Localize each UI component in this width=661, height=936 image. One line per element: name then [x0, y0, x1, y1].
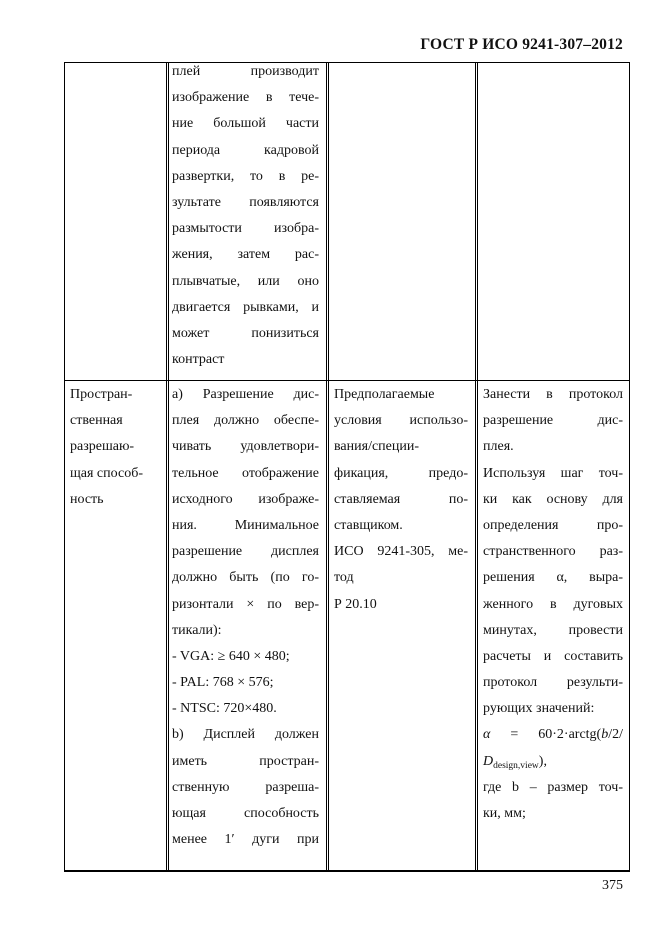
- text-line: разрешаю-: [70, 439, 135, 455]
- text-line: двигается рывками, и: [172, 299, 319, 315]
- text-line: тикали):: [172, 622, 222, 638]
- text-line: изображение в тече-: [172, 90, 319, 106]
- text-line: ки, мм;: [483, 806, 526, 821]
- text-line: жения, затем рас-: [172, 247, 319, 263]
- table-border-top: [64, 62, 630, 63]
- text-line: Используя шаг точ-: [483, 465, 623, 481]
- text-line: тод: [334, 570, 354, 586]
- text-line: фикация, предо-: [334, 465, 468, 481]
- text-line: периода кадровой: [172, 142, 319, 158]
- table-border-left: [64, 62, 65, 872]
- text-line: а) Разрешение дис-: [172, 387, 319, 402]
- column-divider-2b: [328, 62, 329, 872]
- text-line: тельное отображение: [172, 465, 319, 481]
- row2-method-cell: [334, 382, 468, 618]
- text-line: ния. Минимальное: [172, 517, 319, 533]
- text-line: зультате появляются: [172, 194, 319, 210]
- row1-requirement-cell: [172, 59, 319, 373]
- column-divider-3: [475, 62, 476, 872]
- text-line: исходного изображе-: [172, 491, 319, 507]
- text-line: разрешение дисплея: [172, 544, 319, 560]
- column-divider-1: [166, 62, 167, 872]
- text-line: - PAL: 768 × 576;: [172, 675, 274, 691]
- formula-D: D: [483, 753, 494, 769]
- text-line: Р 20.10: [334, 596, 377, 612]
- text-line: протокол результи-: [483, 675, 623, 691]
- text-line: - VGA: ≥ 640 × 480;: [172, 648, 290, 664]
- text-line: странственного раз-: [483, 544, 623, 560]
- text-line: может понизиться: [172, 325, 319, 341]
- text-line: щая способ-: [70, 465, 143, 481]
- text-line: ние большой части: [172, 116, 319, 132]
- formula-subscript: design,view: [493, 760, 539, 771]
- document-header: ГОСТ Р ИСО 9241-307–2012: [420, 36, 623, 53]
- text-line: контраст: [172, 352, 225, 368]
- column-divider-1b: [168, 62, 169, 872]
- page-number: 375: [602, 878, 623, 893]
- formula-alpha: α: [483, 727, 491, 743]
- text-line: решения α, выра-: [483, 570, 623, 586]
- text-line: вания/специи-: [334, 439, 420, 455]
- formula-body: = 60·2·arctg(: [510, 727, 602, 743]
- text-line: плывчатые, или оно: [172, 273, 319, 289]
- alpha-formula: [483, 722, 623, 748]
- formula-b: b: [601, 727, 609, 743]
- table-border-right: [629, 62, 630, 872]
- text-line: Занести в протокол: [483, 387, 623, 402]
- text-line: b) Дисплей должен: [172, 727, 319, 743]
- text-line: ность: [70, 491, 104, 507]
- text-line: иметь простран-: [172, 753, 319, 769]
- text-line: размытости изобра-: [172, 221, 319, 237]
- text-line: менее 1′ дуги при: [172, 832, 319, 848]
- row2-attribute-cell: [70, 382, 162, 513]
- text-line: ИСО 9241-305, ме-: [334, 544, 468, 560]
- column-divider-3b: [477, 62, 478, 872]
- text-line: должно быть (по го-: [172, 570, 319, 586]
- text-line: чивать удовлетвори-: [172, 439, 319, 455]
- requirements-table: [64, 62, 630, 872]
- formula-close: ),: [538, 753, 547, 769]
- text-line: женного в дуговых: [483, 596, 623, 612]
- text-line: Предполагаемые: [334, 387, 435, 402]
- text-line: ставляемая по-: [334, 491, 468, 507]
- text-line: рующих значений:: [483, 701, 595, 717]
- text-line: плея должно обеспе-: [172, 413, 319, 429]
- text-line: ставщиком.: [334, 517, 403, 533]
- text-line: разрешение дис-: [483, 413, 623, 429]
- column-divider-2: [326, 62, 327, 872]
- text-line: условия использо-: [334, 413, 468, 429]
- text-line: плея.: [483, 439, 514, 455]
- text-line: Простран-: [70, 387, 133, 402]
- row-divider: [64, 380, 630, 381]
- text-line: минутах, провести: [483, 622, 623, 638]
- text-line: определения про-: [483, 517, 623, 533]
- text-line: ственная: [70, 413, 123, 429]
- formula-tail: /2/: [608, 727, 623, 743]
- text-line: расчеты и составить: [483, 648, 623, 664]
- text-line: развертки, то в ре-: [172, 168, 319, 184]
- text-line: ственную разреша-: [172, 779, 319, 795]
- row2-procedure-cell: [483, 382, 623, 827]
- text-line: плей производит: [172, 64, 319, 79]
- text-line: где b – размер точ-: [483, 779, 623, 795]
- formula-denominator: [483, 749, 623, 775]
- text-line: - NTSC: 720×480.: [172, 701, 277, 717]
- text-line: ризонтали × по вер-: [172, 596, 319, 612]
- table-border-bottom: [64, 870, 630, 872]
- row2-requirement-cell: [172, 382, 319, 853]
- text-line: ки как основу для: [483, 491, 623, 507]
- text-line: ющая способность: [172, 806, 319, 821]
